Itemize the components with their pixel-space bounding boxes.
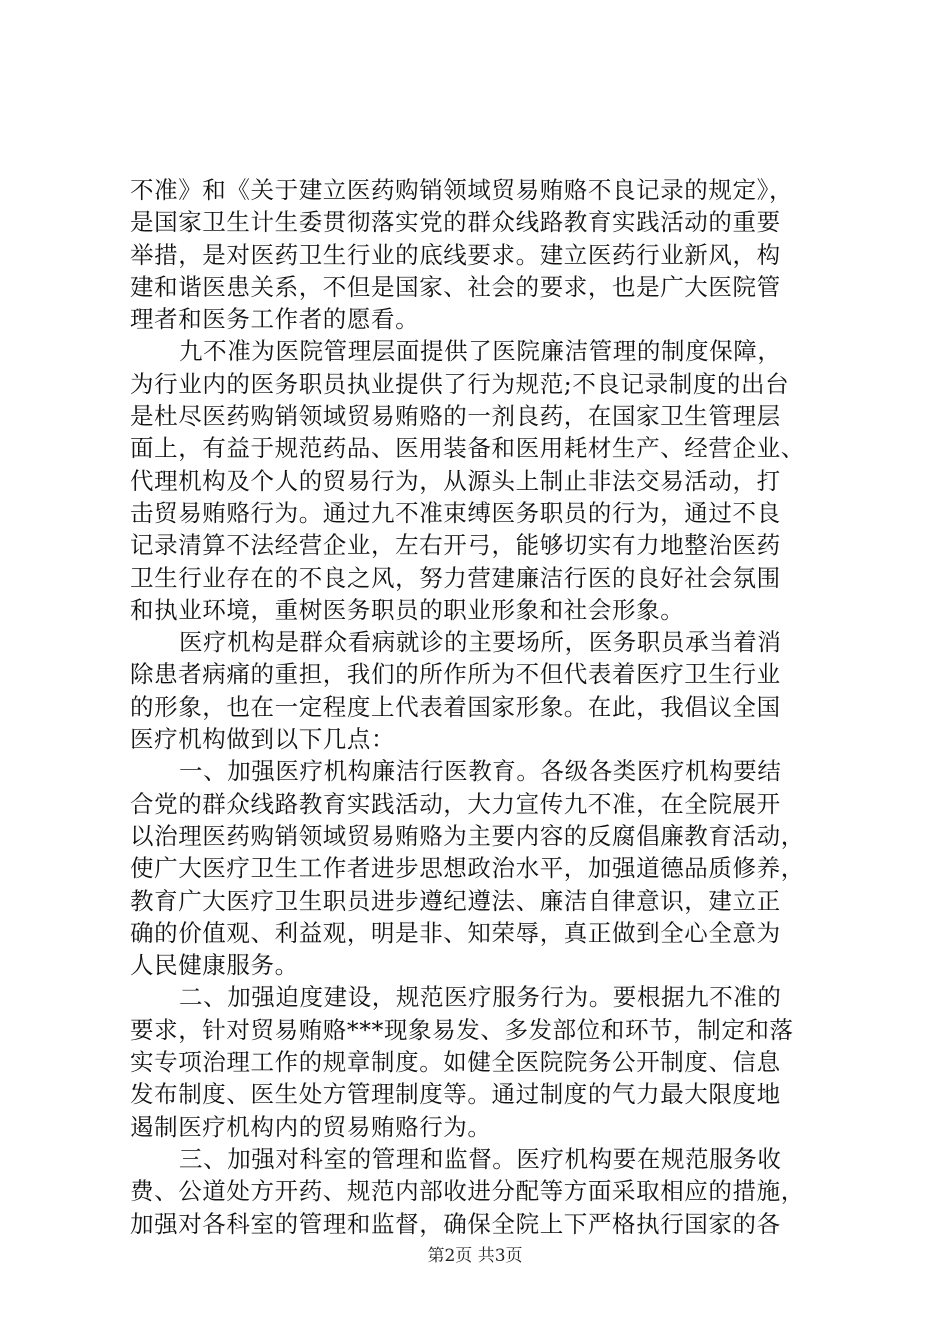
text-line: 遏制医疗机构内的贸易贿赂行为。 (130, 1112, 492, 1141)
text-line: 发布制度、医生处方管理制度等。通过制度的气力最大限度地 (130, 1080, 781, 1109)
text-line: 击贸易贿赂行为。通过九不准束缚医务职员的行为，通过不良 (130, 498, 781, 527)
text-line: 加强对各科室的管理和监督，确保全院上下严格执行国家的各 (130, 1209, 781, 1238)
text-line: 不准》和《关于建立医药购销领域贸易贿赂不良记录的规定》， (130, 176, 794, 204)
paragraph-start-line: 一、加强医疗机构廉洁行医教育。各级各类医疗机构要结 (179, 757, 782, 786)
text-line: 理者和医务工作者的愿看。 (130, 305, 420, 334)
text-line: 人民健康服务。 (130, 951, 299, 980)
text-line: 教育广大医疗卫生职员进步遵纪遵法、廉洁自律意识，建立正 (130, 886, 781, 915)
text-line: 建和谐医患关系，不但是国家、社会的要求，也是广大医院管 (130, 272, 781, 301)
paragraph-start-line: 三、加强对科室的管理和监督。医疗机构要在规范服务收 (179, 1144, 782, 1173)
text-line: 卫生行业存在的不良之风，努力营建廉洁行医的良好社会氛围 (130, 563, 781, 592)
text-line: 代理机构及个人的贸易行为，从源头上制止非法交易活动，打 (130, 466, 781, 495)
text-line: 要求，针对贸易贿赂***现象易发、多发部位和环节，制定和落 (130, 1015, 794, 1044)
text-line: 实专项治理工作的规章制度。如健全医院院务公开制度、信息 (130, 1048, 781, 1077)
text-line: 的形象，也在一定程度上代表着国家形象。在此，我倡议全国 (130, 692, 781, 721)
text-line: 和执业环境，重树医务职员的职业形象和社会形象。 (130, 595, 685, 624)
paragraph-start-line: 医疗机构是群众看病就诊的主要场所，医务职员承当着消 (179, 628, 782, 657)
text-line: 除患者病痛的重担，我们的所作所为不但代表着医疗卫生行业 (130, 660, 781, 689)
text-line: 确的价值观、利益观，明是非、知荣辱，真正做到全心全意为 (130, 918, 781, 947)
text-line: 费、公道处方开药、规范内部收进分配等方面采取相应的措施， (130, 1177, 805, 1206)
text-line: 合党的群众线路教育实践活动，大力宣传九不准，在全院展开 (130, 789, 781, 818)
text-line: 医疗机构做到以下几点： (130, 725, 396, 754)
text-line: 记录清算不法经营企业，左右开弓，能够切实有力地整治医药 (130, 531, 781, 560)
text-line: 是杜尽医药购销领域贸易贿赂的一剂良药，在国家卫生管理层 (130, 402, 781, 431)
text-line: 以治理医药购销领域贸易贿赂为主要内容的反腐倡廉教育活动， (130, 821, 805, 850)
text-line: 使广大医疗卫生工作者进步思想政治水平，加强道德品质修养， (130, 854, 805, 883)
text-line: 面上，有益于规范药品、医用装备和医用耗材生产、经营企业、 (130, 434, 805, 463)
text-line: 是国家卫生计生委贯彻落实党的群众线路教育实践活动的重要 (130, 208, 781, 237)
text-line: 为行业内的医务职员执业提供了行为规范;不良记录制度的出台 (130, 369, 790, 398)
paragraph-start-line: 九不准为医院管理层面提供了医院廉洁管理的制度保障， (179, 337, 782, 366)
page-number: 第2页 共3页 (427, 1246, 523, 1266)
paragraph-start-line: 二、加强迫度建设，规范医疗服务行为。要根据九不准的 (179, 983, 782, 1012)
body-text (130, 174, 835, 1240)
text-line: 举措，是对医药卫生行业的底线要求。建立医药行业新风，构 (130, 240, 781, 269)
